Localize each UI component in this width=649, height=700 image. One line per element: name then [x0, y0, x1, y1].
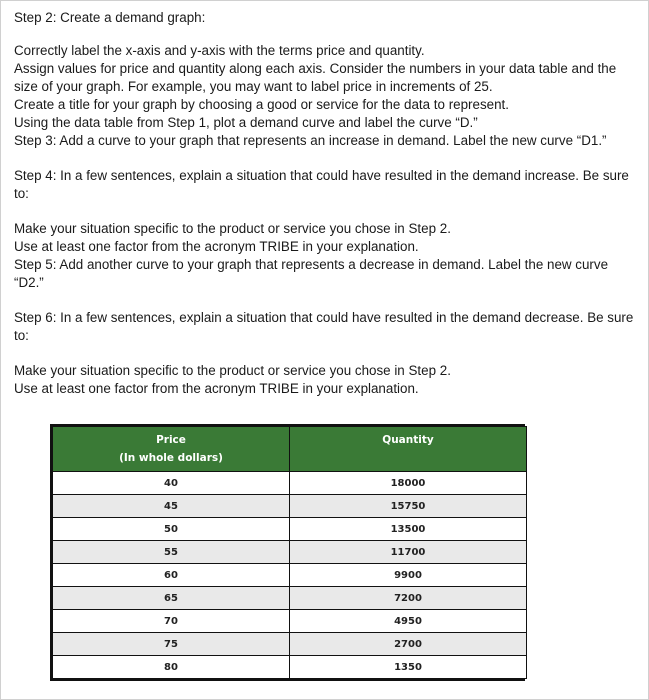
price-cell: 75 [53, 633, 290, 656]
price-cell: 45 [53, 495, 290, 518]
demand-table-wrapper [50, 424, 525, 681]
instruction-line: Use at least one factor from the acronym TRIBE in your explanation. [14, 239, 419, 254]
instructions-block-1 [14, 42, 639, 150]
step3-line: Step 3: Add a curve to your graph that represents an increase in demand. Label the new curve “D1.” [14, 133, 607, 148]
header-price [53, 427, 290, 472]
price-cell: 50 [53, 518, 290, 541]
step6-block [14, 309, 639, 345]
instruction-line: Assign values for price and quantity along each axis. Consider the numbers in your data table and the size of your graph. For example, you may want to label price in increments of 25. [14, 61, 617, 94]
instruction-line: Correctly label the x-axis and y-axis with the terms price and quantity. [14, 43, 425, 58]
demand-table-border [50, 424, 525, 681]
instruction-line: Use at least one factor from the acronym TRIBE in your explanation. [14, 381, 419, 396]
step4-block [14, 167, 639, 203]
price-cell: 60 [53, 564, 290, 587]
table-row [53, 541, 527, 564]
table-row [53, 564, 527, 587]
table-row [53, 495, 527, 518]
table-row [53, 610, 527, 633]
price-cell: 80 [53, 656, 290, 679]
price-cell: 65 [53, 587, 290, 610]
quantity-cell: 4950 [290, 610, 527, 633]
table-row [53, 587, 527, 610]
price-cell: 40 [53, 472, 290, 495]
header-price-label: Price [156, 434, 186, 446]
step2-heading: Step 2: Create a demand graph: [14, 10, 206, 25]
step5-line: Step 5: Add another curve to your graph that represents a decrease in demand. Label the new curve “D2.” [14, 257, 609, 290]
quantity-cell: 18000 [290, 472, 527, 495]
instructions-block-2 [14, 220, 639, 292]
quantity-cell: 2700 [290, 633, 527, 656]
step2-heading-block [14, 9, 639, 27]
table-body [53, 472, 527, 679]
quantity-cell: 13500 [290, 518, 527, 541]
table-row [53, 656, 527, 679]
table-header-row [53, 427, 527, 472]
step6-text: Step 6: In a few sentences, explain a situation that could have resulted in the demand decrease. Be sure to: [14, 310, 634, 343]
demand-data-table [52, 426, 527, 679]
header-quantity: Quantity [290, 427, 527, 472]
quantity-cell: 15750 [290, 495, 527, 518]
table-row [53, 518, 527, 541]
table-row [53, 472, 527, 495]
quantity-cell: 1350 [290, 656, 527, 679]
step4-text: Step 4: In a few sentences, explain a situation that could have resulted in the demand increase. Be sure to: [14, 168, 629, 201]
header-price-unit: (In whole dollars) [119, 452, 223, 464]
price-cell: 70 [53, 610, 290, 633]
instruction-line: Make your situation specific to the product or service you chose in Step 2. [14, 221, 451, 236]
quantity-cell: 11700 [290, 541, 527, 564]
instruction-line: Create a title for your graph by choosing a good or service for the data to represent. [14, 97, 509, 112]
instruction-line: Using the data table from Step 1, plot a demand curve and label the curve “D.” [14, 115, 478, 130]
instructions-block-3 [14, 362, 639, 398]
instruction-line: Make your situation specific to the product or service you chose in Step 2. [14, 363, 451, 378]
quantity-cell: 9900 [290, 564, 527, 587]
price-cell: 55 [53, 541, 290, 564]
quantity-cell: 7200 [290, 587, 527, 610]
table-row [53, 633, 527, 656]
